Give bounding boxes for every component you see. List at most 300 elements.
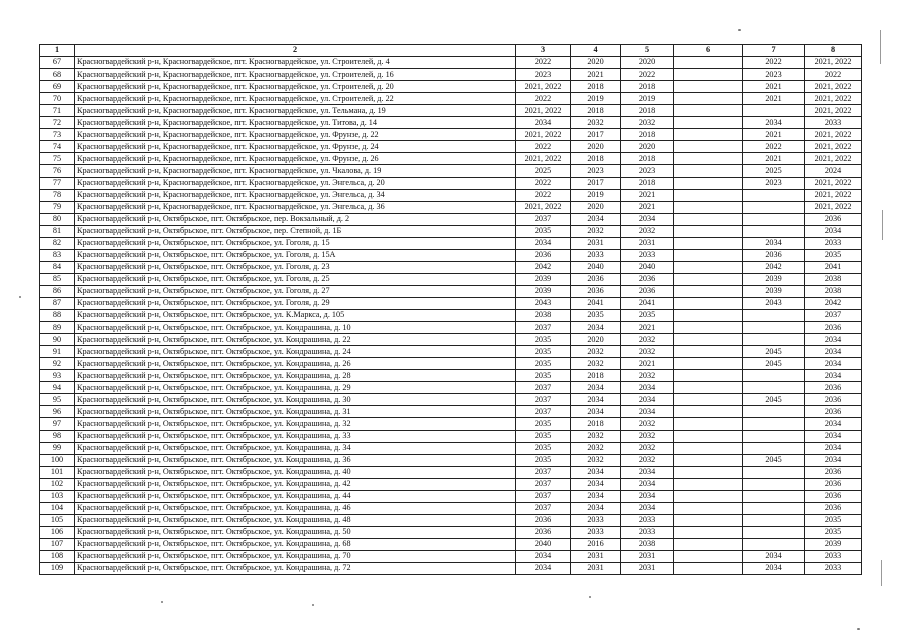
year-cell-col-4: 2020 (571, 57, 621, 69)
year-cell-col-7: 2045 (743, 346, 805, 358)
table-row (40, 418, 862, 430)
table-row (40, 129, 862, 141)
year-cell-col-5: 2041 (621, 297, 674, 309)
year-cell-col-7 (743, 322, 805, 334)
year-cell-col-8: 2034 (805, 346, 862, 358)
year-cell-col-3: 2035 (516, 334, 571, 346)
year-cell-col-8: 2021, 2022 (805, 189, 862, 201)
year-cell-col-8: 2034 (805, 442, 862, 454)
year-cell-col-7 (743, 370, 805, 382)
table-row (40, 249, 862, 261)
year-cell-col-4: 2017 (571, 129, 621, 141)
year-cell-col-8: 2034 (805, 358, 862, 370)
year-cell-col-7 (743, 490, 805, 502)
table-row (40, 201, 862, 213)
year-cell-col-4: 2035 (571, 310, 621, 322)
table-row (40, 382, 862, 394)
row-number-cell: 82 (40, 237, 75, 249)
address-cell: Красногвардейский р-н, Красногвардейское, пгт. Красногвардейское, ул. Строителей, д. 22 (75, 93, 516, 105)
year-cell-col-7 (743, 310, 805, 322)
year-cell-col-3: 2036 (516, 249, 571, 261)
year-cell-col-7: 2021 (743, 129, 805, 141)
year-cell-col-5: 2020 (621, 141, 674, 153)
year-cell-col-5: 2018 (621, 129, 674, 141)
table-row (40, 141, 862, 153)
year-cell-col-8: 2035 (805, 249, 862, 261)
year-cell-col-5: 2034 (621, 478, 674, 490)
year-cell-col-6 (674, 129, 743, 141)
year-cell-col-6 (674, 514, 743, 526)
address-cell: Красногвардейский р-н, Красногвардейское, пгт. Красногвардейское, ул. Строителей, д. 4 (75, 57, 516, 69)
year-cell-col-8: 2036 (805, 466, 862, 478)
row-number-cell: 94 (40, 382, 75, 394)
year-cell-col-5: 2031 (621, 550, 674, 562)
table-row (40, 189, 862, 201)
header-col-5: 5 (621, 45, 674, 57)
year-cell-col-8: 2037 (805, 310, 862, 322)
year-cell-col-4: 2034 (571, 382, 621, 394)
year-cell-col-6 (674, 69, 743, 81)
year-cell-col-7 (743, 105, 805, 117)
row-number-cell: 107 (40, 538, 75, 550)
year-cell-col-8: 2036 (805, 322, 862, 334)
row-number-cell: 74 (40, 141, 75, 153)
year-cell-col-3: 2038 (516, 310, 571, 322)
header-col-8: 8 (805, 45, 862, 57)
year-cell-col-8: 2021, 2022 (805, 81, 862, 93)
year-cell-col-8: 2036 (805, 406, 862, 418)
year-cell-col-4: 2033 (571, 526, 621, 538)
year-cell-col-4: 2021 (571, 69, 621, 81)
year-cell-col-8: 2035 (805, 526, 862, 538)
address-cell: Красногвардейский р-н, Октябрьское, пгт. Октябрьское, ул. Кондрашина, д. 31 (75, 406, 516, 418)
table-row (40, 550, 862, 562)
year-cell-col-8: 2021, 2022 (805, 153, 862, 165)
year-cell-col-7 (743, 382, 805, 394)
year-cell-col-4: 2041 (571, 297, 621, 309)
address-cell: Красногвардейский р-н, Октябрьское, пгт. Октябрьское, ул. Кондрашина, д. 28 (75, 370, 516, 382)
table-row (40, 81, 862, 93)
year-cell-col-6 (674, 478, 743, 490)
year-cell-col-6 (674, 201, 743, 213)
row-number-cell: 88 (40, 310, 75, 322)
table-row (40, 394, 862, 406)
year-cell-col-3: 2035 (516, 346, 571, 358)
year-cell-col-8: 2022 (805, 69, 862, 81)
year-cell-col-5: 2034 (621, 490, 674, 502)
row-number-cell: 105 (40, 514, 75, 526)
year-cell-col-6 (674, 502, 743, 514)
table-row (40, 297, 862, 309)
year-cell-col-3: 2034 (516, 237, 571, 249)
year-cell-col-4: 2019 (571, 189, 621, 201)
row-number-cell: 106 (40, 526, 75, 538)
year-cell-col-5: 2035 (621, 310, 674, 322)
year-cell-col-4: 2018 (571, 370, 621, 382)
address-cell: Красногвардейский р-н, Октябрьское, пгт. Октябрьское, пер. Вокзальный, д. 2 (75, 213, 516, 225)
table-row (40, 273, 862, 285)
table-row (40, 406, 862, 418)
row-number-cell: 70 (40, 93, 75, 105)
scan-edge-mark (881, 560, 882, 586)
year-cell-col-5: 2023 (621, 165, 674, 177)
year-cell-col-7 (743, 526, 805, 538)
table-row (40, 358, 862, 370)
document-table (39, 44, 862, 575)
year-cell-col-4: 2020 (571, 334, 621, 346)
header-col-7: 7 (743, 45, 805, 57)
year-cell-col-3: 2037 (516, 502, 571, 514)
table-row (40, 57, 862, 69)
table-row (40, 334, 862, 346)
year-cell-col-8: 2042 (805, 297, 862, 309)
year-cell-col-3: 2035 (516, 358, 571, 370)
year-cell-col-6 (674, 310, 743, 322)
table-row (40, 285, 862, 297)
address-cell: Красногвардейский р-н, Октябрьское, пгт. Октябрьское, ул. Кондрашина, д. 10 (75, 322, 516, 334)
table-row (40, 310, 862, 322)
row-number-cell: 89 (40, 322, 75, 334)
year-cell-col-8: 2021, 2022 (805, 57, 862, 69)
row-number-cell: 76 (40, 165, 75, 177)
year-cell-col-5: 2031 (621, 237, 674, 249)
row-number-cell: 87 (40, 297, 75, 309)
year-cell-col-4: 2034 (571, 490, 621, 502)
year-cell-col-5: 2021 (621, 322, 674, 334)
year-cell-col-5: 2018 (621, 177, 674, 189)
row-number-cell: 90 (40, 334, 75, 346)
row-number-cell: 95 (40, 394, 75, 406)
year-cell-col-4: 2032 (571, 430, 621, 442)
row-number-cell: 69 (40, 81, 75, 93)
year-cell-col-6 (674, 454, 743, 466)
year-cell-col-3: 2035 (516, 454, 571, 466)
year-cell-col-3: 2034 (516, 563, 571, 575)
address-cell: Красногвардейский р-н, Октябрьское, пгт. Октябрьское, ул. Гоголя, д. 27 (75, 285, 516, 297)
year-cell-col-3: 2035 (516, 430, 571, 442)
year-cell-col-4: 2016 (571, 538, 621, 550)
year-cell-col-7 (743, 334, 805, 346)
year-cell-col-4: 2020 (571, 201, 621, 213)
year-cell-col-3: 2037 (516, 466, 571, 478)
year-cell-col-3: 2037 (516, 478, 571, 490)
year-cell-col-3: 2022 (516, 57, 571, 69)
header-col-2: 2 (75, 45, 516, 57)
year-cell-col-3: 2035 (516, 418, 571, 430)
year-cell-col-3: 2035 (516, 370, 571, 382)
year-cell-col-7: 2045 (743, 358, 805, 370)
year-cell-col-5: 2031 (621, 563, 674, 575)
year-cell-col-4: 2032 (571, 225, 621, 237)
year-cell-col-3: 2037 (516, 213, 571, 225)
year-cell-col-6 (674, 358, 743, 370)
year-cell-col-6 (674, 538, 743, 550)
address-cell: Красногвардейский р-н, Красногвардейское, пгт. Красногвардейское, ул. Фрунзе, д. 24 (75, 141, 516, 153)
year-cell-col-8: 2035 (805, 514, 862, 526)
address-cell: Красногвардейский р-н, Октябрьское, пгт. Октябрьское, ул. К.Маркса, д. 105 (75, 310, 516, 322)
year-cell-col-4: 2017 (571, 177, 621, 189)
year-cell-col-3: 2036 (516, 514, 571, 526)
address-cell: Красногвардейский р-н, Октябрьское, пгт. Октябрьское, ул. Кондрашина, д. 48 (75, 514, 516, 526)
year-cell-col-5: 2033 (621, 526, 674, 538)
row-number-cell: 67 (40, 57, 75, 69)
year-cell-col-3: 2022 (516, 177, 571, 189)
year-cell-col-5: 2032 (621, 442, 674, 454)
scan-speck (312, 604, 314, 606)
address-cell: Красногвардейский р-н, Октябрьское, пгт. Октябрьское, ул. Кондрашина, д. 42 (75, 478, 516, 490)
header-col-6: 6 (674, 45, 743, 57)
year-cell-col-3: 2021, 2022 (516, 81, 571, 93)
year-cell-col-5: 2032 (621, 334, 674, 346)
row-number-cell: 84 (40, 261, 75, 273)
year-cell-col-4: 2040 (571, 261, 621, 273)
address-cell: Красногвардейский р-н, Октябрьское, пгт. Октябрьское, ул. Кондрашина, д. 36 (75, 454, 516, 466)
year-cell-col-8: 2033 (805, 563, 862, 575)
year-cell-col-4: 2034 (571, 466, 621, 478)
year-cell-col-3: 2035 (516, 442, 571, 454)
year-cell-col-4: 2020 (571, 141, 621, 153)
year-cell-col-3: 2037 (516, 490, 571, 502)
year-cell-col-8: 2036 (805, 382, 862, 394)
year-cell-col-6 (674, 165, 743, 177)
year-cell-col-6 (674, 406, 743, 418)
year-cell-col-3: 2034 (516, 550, 571, 562)
year-cell-col-5: 2018 (621, 153, 674, 165)
year-cell-col-7 (743, 478, 805, 490)
address-cell: Красногвардейский р-н, Октябрьское, пгт. Октябрьское, ул. Кондрашина, д. 33 (75, 430, 516, 442)
year-cell-col-6 (674, 189, 743, 201)
year-cell-col-5: 2022 (621, 69, 674, 81)
year-cell-col-4: 2019 (571, 93, 621, 105)
year-cell-col-6 (674, 177, 743, 189)
year-cell-col-7: 2022 (743, 57, 805, 69)
year-cell-col-7: 2034 (743, 563, 805, 575)
year-cell-col-7 (743, 430, 805, 442)
year-cell-col-5: 2040 (621, 261, 674, 273)
year-cell-col-6 (674, 490, 743, 502)
year-cell-col-7: 2034 (743, 117, 805, 129)
year-cell-col-7 (743, 466, 805, 478)
year-cell-col-6 (674, 442, 743, 454)
year-cell-col-3: 2040 (516, 538, 571, 550)
year-cell-col-5: 2033 (621, 249, 674, 261)
year-cell-col-5: 2021 (621, 201, 674, 213)
year-cell-col-8: 2038 (805, 273, 862, 285)
year-cell-col-6 (674, 81, 743, 93)
year-cell-col-3: 2035 (516, 225, 571, 237)
year-cell-col-4: 2034 (571, 502, 621, 514)
row-number-cell: 93 (40, 370, 75, 382)
scan-edge-mark (882, 210, 883, 240)
year-cell-col-6 (674, 297, 743, 309)
year-cell-col-5: 2034 (621, 502, 674, 514)
year-cell-col-7: 2021 (743, 93, 805, 105)
table-row (40, 177, 862, 189)
table-body (40, 57, 862, 575)
year-cell-col-4: 2018 (571, 418, 621, 430)
row-number-cell: 79 (40, 201, 75, 213)
year-cell-col-4: 2034 (571, 478, 621, 490)
table-row (40, 165, 862, 177)
table-row (40, 370, 862, 382)
year-cell-col-6 (674, 563, 743, 575)
table-row (40, 213, 862, 225)
address-cell: Красногвардейский р-н, Октябрьское, пгт. Октябрьское, ул. Гоголя, д. 15 (75, 237, 516, 249)
row-number-cell: 92 (40, 358, 75, 370)
year-cell-col-3: 2039 (516, 273, 571, 285)
table-row (40, 563, 862, 575)
row-number-cell: 101 (40, 466, 75, 478)
year-cell-col-7: 2023 (743, 69, 805, 81)
row-number-cell: 72 (40, 117, 75, 129)
year-cell-col-6 (674, 394, 743, 406)
row-number-cell: 83 (40, 249, 75, 261)
header-col-1: 1 (40, 45, 75, 57)
year-cell-col-7 (743, 502, 805, 514)
table-row (40, 526, 862, 538)
row-number-cell: 102 (40, 478, 75, 490)
year-cell-col-7 (743, 538, 805, 550)
year-cell-col-6 (674, 57, 743, 69)
year-cell-col-4: 2036 (571, 285, 621, 297)
year-cell-col-7 (743, 442, 805, 454)
scan-speck (161, 601, 163, 603)
year-cell-col-7: 2045 (743, 394, 805, 406)
year-cell-col-3: 2037 (516, 394, 571, 406)
table-row (40, 538, 862, 550)
year-cell-col-3: 2022 (516, 93, 571, 105)
table-row (40, 478, 862, 490)
row-number-cell: 86 (40, 285, 75, 297)
year-cell-col-6 (674, 526, 743, 538)
address-cell: Красногвардейский р-н, Красногвардейское, пгт. Красногвардейское, ул. Энгельса, д. 20 (75, 177, 516, 189)
year-cell-col-6 (674, 93, 743, 105)
year-cell-col-7 (743, 225, 805, 237)
scan-speck (857, 628, 860, 630)
year-cell-col-6 (674, 249, 743, 261)
year-cell-col-5: 2034 (621, 394, 674, 406)
year-cell-col-7 (743, 418, 805, 430)
year-cell-col-7: 2036 (743, 249, 805, 261)
address-cell: Красногвардейский р-н, Октябрьское, пгт. Октябрьское, ул. Кондрашина, д. 32 (75, 418, 516, 430)
year-cell-col-6 (674, 273, 743, 285)
row-number-cell: 73 (40, 129, 75, 141)
year-cell-col-3: 2025 (516, 165, 571, 177)
year-cell-col-7 (743, 213, 805, 225)
year-cell-col-4: 2032 (571, 442, 621, 454)
year-cell-col-3: 2022 (516, 189, 571, 201)
year-cell-col-3: 2023 (516, 69, 571, 81)
year-cell-col-4: 2034 (571, 322, 621, 334)
row-number-cell: 109 (40, 563, 75, 575)
year-cell-col-5: 2019 (621, 93, 674, 105)
year-cell-col-6 (674, 225, 743, 237)
year-cell-col-7: 2034 (743, 550, 805, 562)
table-row (40, 69, 862, 81)
year-cell-col-6 (674, 261, 743, 273)
year-cell-col-8: 2036 (805, 478, 862, 490)
year-cell-col-5: 2034 (621, 382, 674, 394)
address-cell: Красногвардейский р-н, Красногвардейское, пгт. Красногвардейское, ул. Титова, д. 14 (75, 117, 516, 129)
scan-speck (738, 29, 741, 31)
year-cell-col-8: 2041 (805, 261, 862, 273)
year-cell-col-6 (674, 213, 743, 225)
address-cell: Красногвардейский р-н, Октябрьское, пгт. Октябрьское, ул. Гоголя, д. 23 (75, 261, 516, 273)
year-cell-col-8: 2021, 2022 (805, 129, 862, 141)
year-cell-col-8: 2034 (805, 418, 862, 430)
address-cell: Красногвардейский р-н, Красногвардейское, пгт. Красногвардейское, ул. Энгельса, д. 36 (75, 201, 516, 213)
year-cell-col-3: 2034 (516, 117, 571, 129)
scan-edge-mark (880, 30, 881, 64)
year-cell-col-5: 2032 (621, 225, 674, 237)
year-cell-col-7 (743, 189, 805, 201)
year-cell-col-6 (674, 346, 743, 358)
year-cell-col-4: 2034 (571, 213, 621, 225)
table-row (40, 117, 862, 129)
year-cell-col-8: 2021, 2022 (805, 141, 862, 153)
year-cell-col-8: 2036 (805, 213, 862, 225)
year-cell-col-7: 2021 (743, 153, 805, 165)
year-cell-col-3: 2037 (516, 322, 571, 334)
year-cell-col-3: 2021, 2022 (516, 105, 571, 117)
year-cell-col-8: 2021, 2022 (805, 105, 862, 117)
address-cell: Красногвардейский р-н, Октябрьское, пгт. Октябрьское, ул. Кондрашина, д. 70 (75, 550, 516, 562)
year-cell-col-6 (674, 370, 743, 382)
year-cell-col-5: 2020 (621, 57, 674, 69)
table-row (40, 93, 862, 105)
year-cell-col-5: 2032 (621, 117, 674, 129)
address-cell: Красногвардейский р-н, Красногвардейское, пгт. Красногвардейское, ул. Строителей, д. 16 (75, 69, 516, 81)
scan-speck (19, 296, 21, 298)
year-cell-col-5: 2032 (621, 346, 674, 358)
year-cell-col-8: 2034 (805, 225, 862, 237)
year-cell-col-3: 2037 (516, 382, 571, 394)
year-cell-col-6 (674, 141, 743, 153)
table-row (40, 466, 862, 478)
year-cell-col-8: 2038 (805, 285, 862, 297)
address-cell: Красногвардейский р-н, Октябрьское, пгт. Октябрьское, ул. Кондрашина, д. 68 (75, 538, 516, 550)
table-row (40, 153, 862, 165)
year-cell-col-5: 2036 (621, 273, 674, 285)
year-cell-col-8: 2036 (805, 394, 862, 406)
year-cell-col-7: 2034 (743, 237, 805, 249)
row-number-cell: 80 (40, 213, 75, 225)
address-cell: Красногвардейский р-н, Октябрьское, пгт. Октябрьское, ул. Кондрашина, д. 22 (75, 334, 516, 346)
row-number-cell: 108 (40, 550, 75, 562)
year-cell-col-4: 2034 (571, 406, 621, 418)
row-number-cell: 96 (40, 406, 75, 418)
year-cell-col-3: 2036 (516, 526, 571, 538)
address-cell: Красногвардейский р-н, Октябрьское, пгт. Октябрьское, ул. Кондрашина, д. 26 (75, 358, 516, 370)
year-cell-col-4: 2018 (571, 105, 621, 117)
year-cell-col-7: 2023 (743, 177, 805, 189)
row-number-cell: 91 (40, 346, 75, 358)
year-cell-col-5: 2033 (621, 514, 674, 526)
year-cell-col-4: 2036 (571, 273, 621, 285)
year-cell-col-5: 2018 (621, 81, 674, 93)
address-cell: Красногвардейский р-н, Красногвардейское, пгт. Красногвардейское, ул. Фрунзе, д. 22 (75, 129, 516, 141)
year-cell-col-4: 2033 (571, 514, 621, 526)
year-cell-col-3: 2039 (516, 285, 571, 297)
address-cell: Красногвардейский р-н, Октябрьское, пгт. Октябрьское, ул. Кондрашина, д. 44 (75, 490, 516, 502)
header-col-3: 3 (516, 45, 571, 57)
row-number-cell: 99 (40, 442, 75, 454)
year-cell-col-4: 2023 (571, 165, 621, 177)
year-cell-col-5: 2034 (621, 406, 674, 418)
year-cell-col-6 (674, 285, 743, 297)
year-cell-col-5: 2018 (621, 105, 674, 117)
year-cell-col-6 (674, 550, 743, 562)
